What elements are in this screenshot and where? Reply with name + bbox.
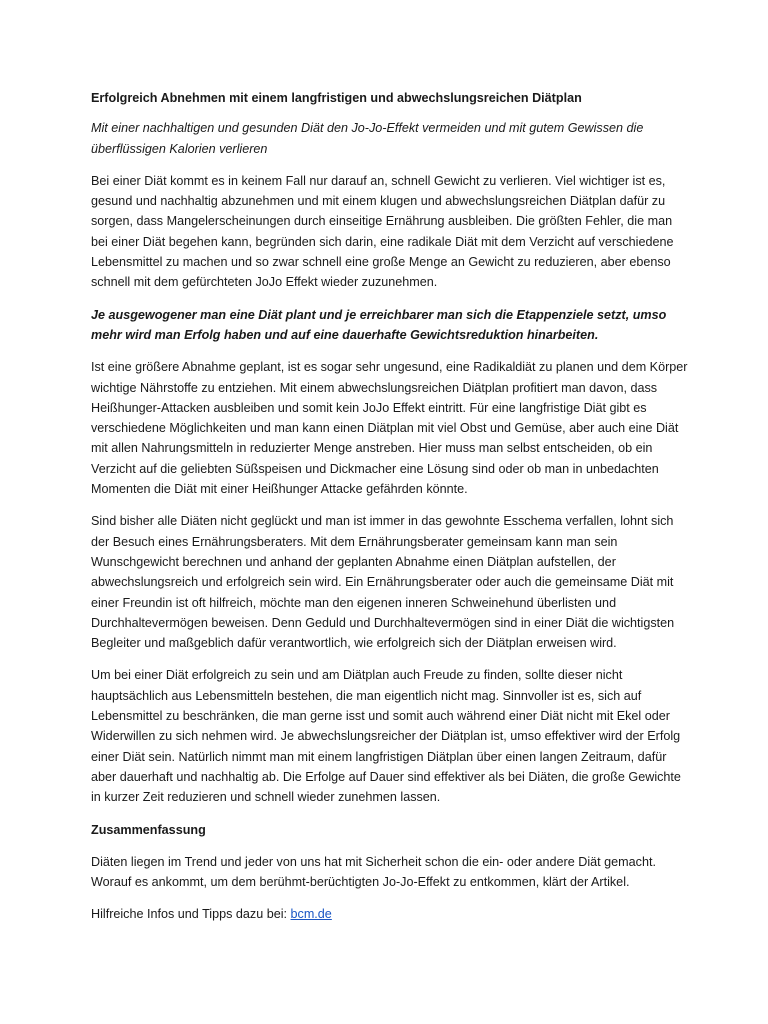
paragraph-radikaldiaet: Ist eine größere Abnahme geplant, ist es sogar sehr ungesund, eine Radikaldiät zu planen und dem Körper wichtige Nährstoffe zu entziehen. Mit einem abwechslungsreichen Diätplan profitiert man davon, dass Heißhunger-Attacken ausbleiben und somit kein JoJo Effekt eintritt. Für eine langfristige Diät gibt es verschiedene Möglichkeiten und man kann einen Diätplan mit viel Obst und Gemüse, aber auch eine Diät mit allen Nahrungsmitteln in reduzierter Menge anstreben. Hier muss man selbst entscheiden, ob ein Verzicht auf die geliebten Süßspeisen und Dickmacher eine Lösung sind oder ob man in unbedachten Momenten die Diät mit einer Heißhunger Attacke gefährden könnte. — [91, 360, 688, 497]
highlight-quote: Je ausgewogener man eine Diät plant und je erreichbarer man sich die Etappenziele setzt, umso mehr wird man Erfolg haben und auf eine dauerhafte Gewichtsreduktion hinarbeiten. — [91, 307, 667, 342]
summary-text: Diäten liegen im Trend und jeder von uns hat mit Sicherheit schon die ein- oder andere Diät gemacht. Worauf es ankommt, um dem berühmt-berüchtigten Jo-Jo-Effekt zu entkommen, klärt der Artikel. — [91, 854, 656, 890]
bcm-link[interactable]: bcm.de — [290, 907, 332, 922]
info-line — [91, 904, 688, 924]
info-label: Hilfreiche Infos und Tipps dazu bei: — [91, 907, 288, 922]
paragraph-intro: Bei einer Diät kommt es in keinem Fall nur darauf an, schnell Gewicht zu verlieren. Viel wichtiger ist es, gesund und nachhaltig abzunehmen und mit einem klugen und abwechslungsreichen Diätplan dafür zu sorgen, dass Mangelerscheinungen durch einseitige Ernährung ausbleiben. Die größten Fehler, die man bei einer Diät begehen kann, begründen sich darin, eine radikale Diät mit dem Verzicht auf verschiedene Lebensmittel zu machen und so zwar schnell eine große Menge an Gewicht zu reduzieren, aber ebenso schnell mit dem gefürchteten JoJo Effekt wieder zuzunehmen. — [91, 173, 674, 290]
summary-heading: Zusammenfassung — [91, 822, 206, 837]
document-title: Erfolgreich Abnehmen mit einem langfristigen und abwechslungsreichen Diätplan — [91, 91, 582, 105]
paragraph-ernaehrungsberater: Sind bisher alle Diäten nicht geglückt und man ist immer in das gewohnte Esschema verfallen, lohnt sich der Besuch eines Ernährungsberaters. Mit dem Ernährungsberater gemeinsam kann man sein Wunschgewicht berechnen und anhand der geplanten Abnahme einen Diätplan aufstellen, der abwechslungsreich und erfolgreich sein wird. Ein Ernährungsberater oder auch die gemeinsame Diät mit einer Freundin ist oft hilfreich, möchte man den eigenen inneren Schweinehund überlisten und Durchhaltevermögen beweisen. Denn Geduld und Durchhaltevermögen sind in einer Diät die wichtigsten Begleiter und maßgeblich dafür verantwortlich, wie erfolgreich sich der Diätplan erweisen wird. — [91, 514, 675, 651]
paragraph-lebensmittel: Um bei einer Diät erfolgreich zu sein und am Diätplan auch Freude zu finden, sollte dieser nicht hauptsächlich aus Lebensmitteln bestehen, die man eigentlich nicht mag. Sinnvoller ist es, sich auf Lebensmittel zu beschränken, die man gerne isst und somit auch während einer Diät nicht mit Ekel oder Widerwillen zu sich nehmen wird. Je abwechslungsreicher der Diätplan ist, umso effektiver wird der Erfolg einer Diät sein. Natürlich nimmt man mit einem langfristigen Diätplan über einen langen Zeitraum, dafür aber dauerhaft und nachhaltig ab. Die Erfolge auf Dauer sind effektiver als bei Diäten, die große Gewichte in kurzer Zeit reduzieren und schnell wieder zunehmen lassen. — [91, 668, 681, 805]
document-subtitle: Mit einer nachhaltigen und gesunden Diät den Jo-Jo-Effekt vermeiden und mit gutem Gewissen die überflüssigen Kalorien verlieren — [91, 121, 644, 156]
